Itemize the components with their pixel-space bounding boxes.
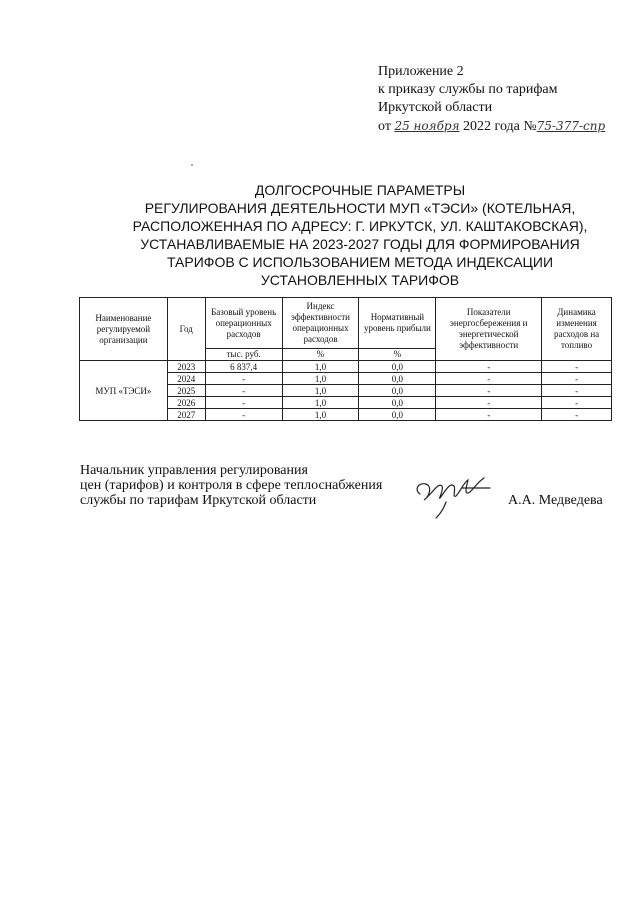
signatory-name: А.А. Медведева: [508, 493, 603, 508]
cell-energy: -: [436, 385, 542, 397]
handwritten-signature: [412, 468, 498, 520]
scan-dot: [191, 164, 193, 166]
title-line-6: УСТАНОВЛЕННЫХ ТАРИФОВ: [260, 272, 460, 288]
appendix-date-line: [378, 117, 628, 136]
header-profit: Нормативный уровень прибыли: [359, 298, 436, 349]
cell-energy: -: [436, 397, 542, 409]
header-energy: Показатели энергосбережения и энергетической эффективности: [436, 298, 542, 361]
header-base: Базовый уровень операционных расходов: [205, 298, 282, 349]
title-line-2: РЕГУЛИРОВАНИЯ ДЕЯТЕЛЬНОСТИ МУП «ТЭСИ» (КОТЕЛЬНАЯ,: [144, 200, 576, 216]
cell-profit: 0,0: [359, 397, 436, 409]
title-line-4: УСТАНАВЛИВАЕМЫЕ НА 2023-2027 ГОДЫ ДЛЯ ФОРМИРОВАНИЯ: [140, 236, 580, 252]
cell-index: 1,0: [282, 397, 359, 409]
cell-year: 2026: [167, 397, 205, 409]
cell-profit: 0,0: [359, 361, 436, 373]
unit-profit: %: [359, 349, 436, 361]
cell-fuel: -: [542, 361, 612, 373]
appendix-line-2: к приказу службы по тарифам: [378, 82, 558, 97]
signatory-line-2: цен (тарифов) и контроля в сфере теплоснабжения: [80, 478, 383, 493]
cell-index: 1,0: [282, 361, 359, 373]
org-name-cell: МУП «ТЭСИ»: [80, 361, 168, 421]
table-header-row: [80, 298, 612, 349]
handwritten-date: 25 ноября: [394, 119, 460, 133]
cell-fuel: -: [542, 385, 612, 397]
signatory-block: [80, 463, 420, 508]
handwritten-number: 75-377-спр: [536, 119, 606, 133]
cell-profit: 0,0: [359, 409, 436, 421]
cell-year: 2025: [167, 385, 205, 397]
header-year: Год: [167, 298, 205, 361]
title-line-1: ДОЛГОСРОЧНЫЕ ПАРАМЕТРЫ: [254, 182, 466, 198]
cell-fuel: -: [542, 397, 612, 409]
cell-base: -: [205, 373, 282, 385]
parameters-table: [79, 297, 612, 421]
appendix-line-1: Приложение 2: [378, 64, 464, 79]
cell-base: 6 837,4: [205, 361, 282, 373]
document-title: [90, 181, 630, 289]
unit-index: %: [282, 349, 359, 361]
cell-fuel: -: [542, 409, 612, 421]
cell-energy: -: [436, 373, 542, 385]
signatory-line-1: Начальник управления регулирования: [80, 463, 308, 478]
cell-year: 2027: [167, 409, 205, 421]
cell-index: 1,0: [282, 385, 359, 397]
cell-index: 1,0: [282, 373, 359, 385]
cell-base: -: [205, 397, 282, 409]
date-prefix: от: [378, 119, 391, 134]
cell-base: -: [205, 385, 282, 397]
cell-energy: -: [436, 361, 542, 373]
appendix-line-3: Иркутской области: [378, 100, 493, 115]
title-line-3: РАСПОЛОЖЕННАЯ ПО АДРЕСУ: Г. ИРКУТСК, УЛ. КАШТАКОВСКАЯ),: [132, 218, 588, 234]
table-row: [80, 361, 612, 373]
cell-year: 2024: [167, 373, 205, 385]
header-fuel: Динамика изменения расходов на топливо: [542, 298, 612, 361]
cell-profit: 0,0: [359, 385, 436, 397]
unit-base: тыс. руб.: [205, 349, 282, 361]
header-index: Индекс эффективности операционных расходов: [282, 298, 359, 349]
title-line-5: ТАРИФОВ С ИСПОЛЬЗОВАНИЕМ МЕТОДА ИНДЕКСАЦИИ: [166, 254, 554, 270]
cell-energy: -: [436, 409, 542, 421]
cell-year: 2023: [167, 361, 205, 373]
appendix-header: [378, 63, 628, 136]
signatory-line-3: службы по тарифам Иркутской области: [80, 493, 317, 508]
cell-fuel: -: [542, 373, 612, 385]
cell-index: 1,0: [282, 409, 359, 421]
cell-profit: 0,0: [359, 373, 436, 385]
cell-base: -: [205, 409, 282, 421]
header-org: Наименование регулируемой организации: [80, 298, 168, 361]
date-year: 2022 года №: [463, 119, 537, 134]
